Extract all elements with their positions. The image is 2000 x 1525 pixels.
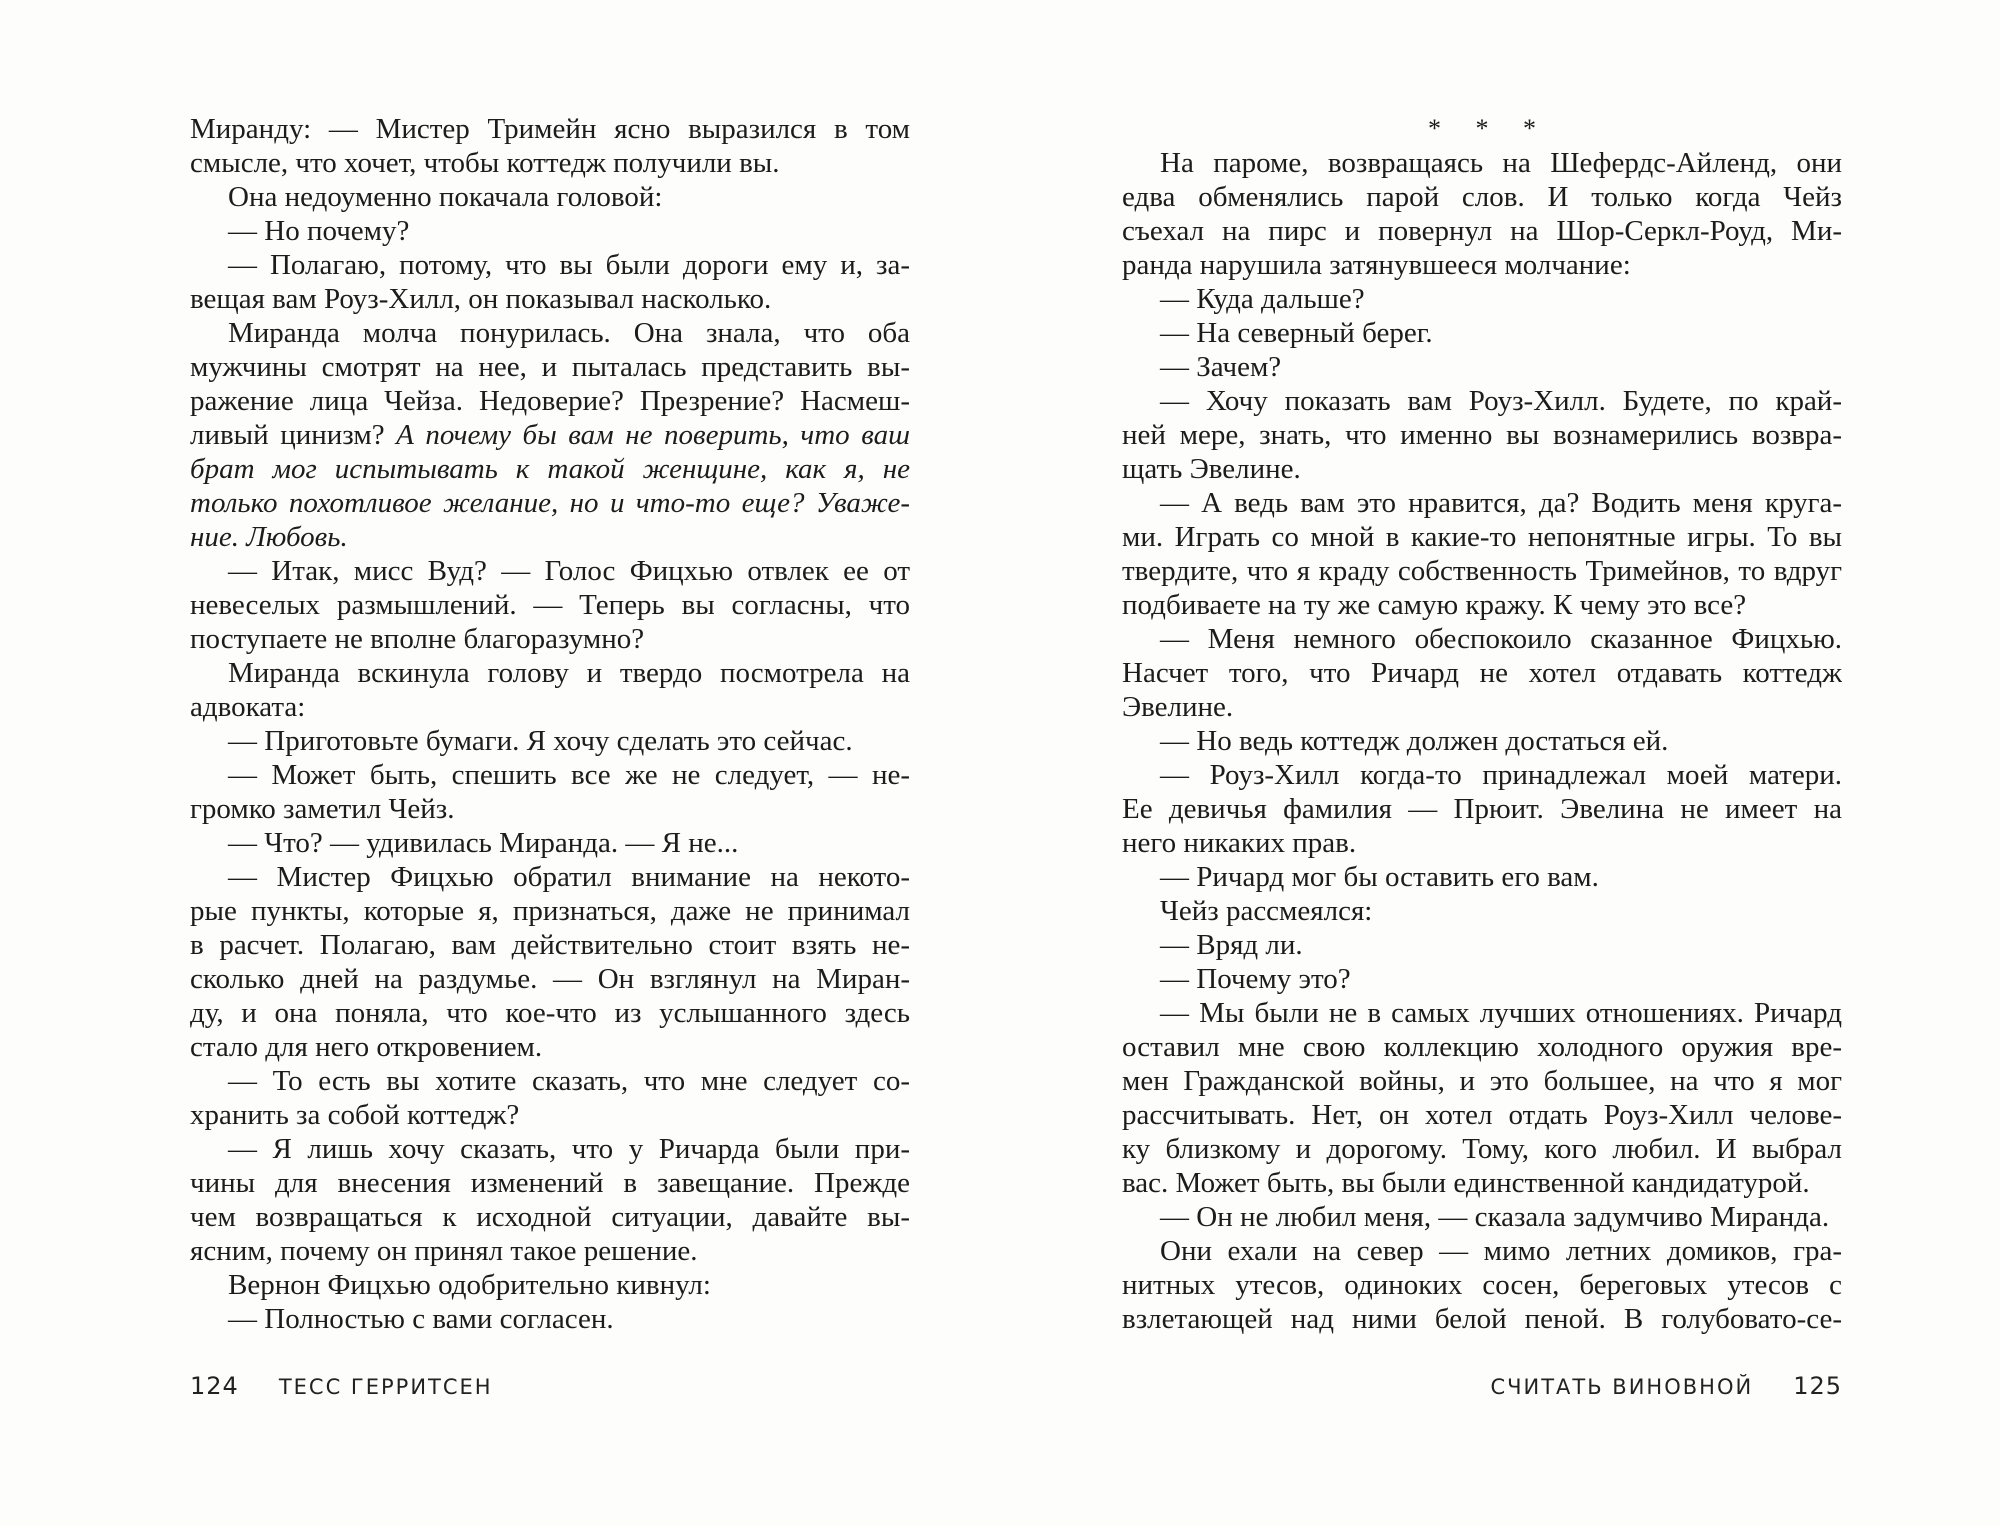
text-line: ражение лица Чейза. Недоверие? Презрение? Насмеш- (190, 385, 910, 417)
text-line: Чейз рассмеялся: (1160, 895, 1373, 927)
left-page-footer (190, 1372, 493, 1400)
text-line: — Хочу показать вам Роуз-Хилл. Будете, по край- (1160, 385, 1842, 417)
text-line: смысле, что хочет, чтобы коттедж получили вы. (190, 147, 780, 179)
text-line: Миранда молча понурилась. Она знала, что оба (228, 317, 910, 349)
text-line: Вернон Фицхью одобрительно кивнул: (228, 1269, 711, 1301)
text-line: громко заметил Чейз. (190, 793, 455, 825)
text-line: мен Гражданской войны, и это большее, на что я мог (1122, 1065, 1842, 1097)
text-line: Она недоуменно покачала головой: (228, 181, 663, 213)
text-line: Миранда вскинула голову и твердо посмотрела на (228, 657, 910, 689)
page-number-left: 124 (190, 1372, 239, 1400)
text-line: — Мистер Фицхью обратил внимание на некото- (228, 861, 910, 893)
italic-text: только похотливое желание, но и что-то еще? Уваже- (190, 487, 910, 519)
text-line: хранить за собой коттедж? (190, 1099, 520, 1131)
text-line: вас. Может быть, вы были единственной кандидатурой. (1122, 1167, 1810, 1199)
text-line: — Мы были не в самых лучших отношениях. Ричард (1160, 997, 1842, 1029)
text-line: стало для него откровением. (190, 1031, 543, 1063)
right-page-footer (1122, 1372, 1842, 1400)
running-title-author: ТЕСС ГЕРРИТСЕН (278, 1375, 493, 1399)
text-line: нитных утесов, одиноких сосен, береговых утесов с (1122, 1269, 1842, 1301)
text-line: мужчины смотрят на нее, и пыталась представить вы- (190, 351, 910, 383)
text-line (190, 452, 910, 486)
running-title-book: СЧИТАТЬ ВИНОВНОЙ (1490, 1375, 1754, 1399)
text-line: — Куда дальше? (1160, 283, 1365, 315)
text-line: — Что? — удивилась Миранда. — Я не... (228, 827, 739, 859)
text-line: щать Эвелине. (1122, 453, 1301, 485)
text-line: — Приготовьте бумаги. Я хочу сделать это сейчас. (228, 725, 853, 757)
text-line: — Может быть, спешить все же не следует, — не- (228, 759, 910, 791)
text-line: — Но почему? (228, 215, 410, 247)
text-line: — Вряд ли. (1160, 929, 1303, 961)
text-line: — То есть вы хотите сказать, что мне следует со- (228, 1065, 910, 1097)
text-line: ми. Играть со мной в какие-то непонятные игры. То вы (1122, 521, 1842, 553)
text-line: На пароме, возвращаясь на Шефердс-Айленд, они (1160, 147, 1842, 179)
text-line: оставил мне свою коллекцию холодного оружия вре- (1122, 1031, 1842, 1063)
text-line: — Зачем? (1160, 351, 1282, 383)
right-page-text (1122, 146, 1842, 1336)
text-line: — Но ведь коттедж должен достаться ей. (1160, 725, 1669, 757)
plain-text: ливый цинизм? (190, 419, 397, 451)
text-line: едва обменялись парой слов. И только когда Чейз (1122, 181, 1842, 213)
text-line: сколько дней на раздумье. — Он взглянул на Миран- (190, 963, 910, 995)
text-line: чины для внесения изменений в завещание. Прежде (190, 1167, 910, 1199)
text-line: съехал на пирс и повернул на Шор-Серкл-Роуд, Ми- (1122, 215, 1842, 247)
text-line: Они ехали на север — мимо летних домиков, гра- (1160, 1235, 1842, 1267)
text-line: ней мере, знать, что именно вы вознамерились возвра- (1122, 419, 1842, 451)
left-page (190, 112, 910, 1336)
text-line: — На северный берег. (1160, 317, 1433, 349)
text-line: рые пункты, которые я, признаться, даже не принимал (190, 895, 910, 927)
text-line (190, 486, 910, 520)
text-line: ранда нарушила затянувшееся молчание: (1122, 249, 1631, 281)
text-line: него никаких прав. (1122, 827, 1357, 859)
text-line: ду, и она поняла, что кое-что из услышанного здесь (190, 997, 910, 1029)
text-line: адвоката: (190, 691, 306, 723)
text-line: Миранду: — Мистер Тримейн ясно выразился в том (190, 113, 910, 145)
text-line: поступаете не вполне благоразумно? (190, 623, 645, 655)
italic-text: А почему бы вам не поверить, что ваш (396, 419, 910, 451)
text-line (190, 520, 910, 554)
text-line: ясним, почему он принял такое решение. (190, 1235, 698, 1267)
text-line: взлетающей над ними белой пеной. В голубовато-се- (1122, 1303, 1842, 1335)
text-line: — Итак, мисс Вуд? — Голос Фицхью отвлек ее от (228, 555, 910, 587)
text-line: — Я лишь хочу сказать, что у Ричарда были при- (228, 1133, 910, 1165)
text-line: рассчитывать. Нет, он хотел отдать Роуз-Хилл челове- (1122, 1099, 1842, 1131)
text-line: чем возвращаться к исходной ситуации, давайте вы- (190, 1201, 910, 1233)
text-line: Ее девичья фамилия — Прюит. Эвелина не имеет на (1122, 793, 1842, 825)
text-line: ку близкому и дорогому. Тому, кого любил. И выбрал (1122, 1133, 1842, 1165)
text-line: — Полагаю, потому, что вы были дороги ему и, за- (228, 249, 910, 281)
italic-text: брат мог испытывать к такой женщине, как я, не (190, 453, 910, 485)
right-page (1122, 112, 1842, 1336)
text-line: — Почему это? (1160, 963, 1351, 995)
text-line: Насчет того, что Ричард не хотел отдавать коттедж (1122, 657, 1842, 689)
text-line: Эвелине. (1122, 691, 1234, 723)
italic-text: ние. Любовь. (190, 521, 348, 553)
text-line: — Ричард мог бы оставить его вам. (1160, 861, 1599, 893)
text-line: в расчет. Полагаю, вам действительно стоит взять не- (190, 929, 910, 961)
page-number-right: 125 (1793, 1372, 1842, 1400)
section-separator: * * * (1428, 114, 1550, 143)
text-line (190, 418, 910, 452)
text-line: — Он не любил меня, — сказала задумчиво Миранда. (1160, 1201, 1830, 1233)
text-line: — Роуз-Хилл когда-то принадлежал моей матери. (1160, 759, 1842, 791)
text-line: невеселых размышлений. — Теперь вы согласны, что (190, 589, 910, 621)
text-line: твердите, что я краду собственность Тримейнов, то вдруг (1122, 555, 1842, 587)
text-line: — Полностью с вами согласен. (228, 1303, 614, 1335)
text-line: вещая вам Роуз-Хилл, он показывал насколько. (190, 283, 772, 315)
text-line: — Меня немного обеспокоило сказанное Фицхью. (1160, 623, 1842, 655)
text-line: подбиваете на ту же самую кражу. К чему это все? (1122, 589, 1747, 621)
text-line: — А ведь вам это нравится, да? Водить меня круга- (1160, 487, 1842, 519)
